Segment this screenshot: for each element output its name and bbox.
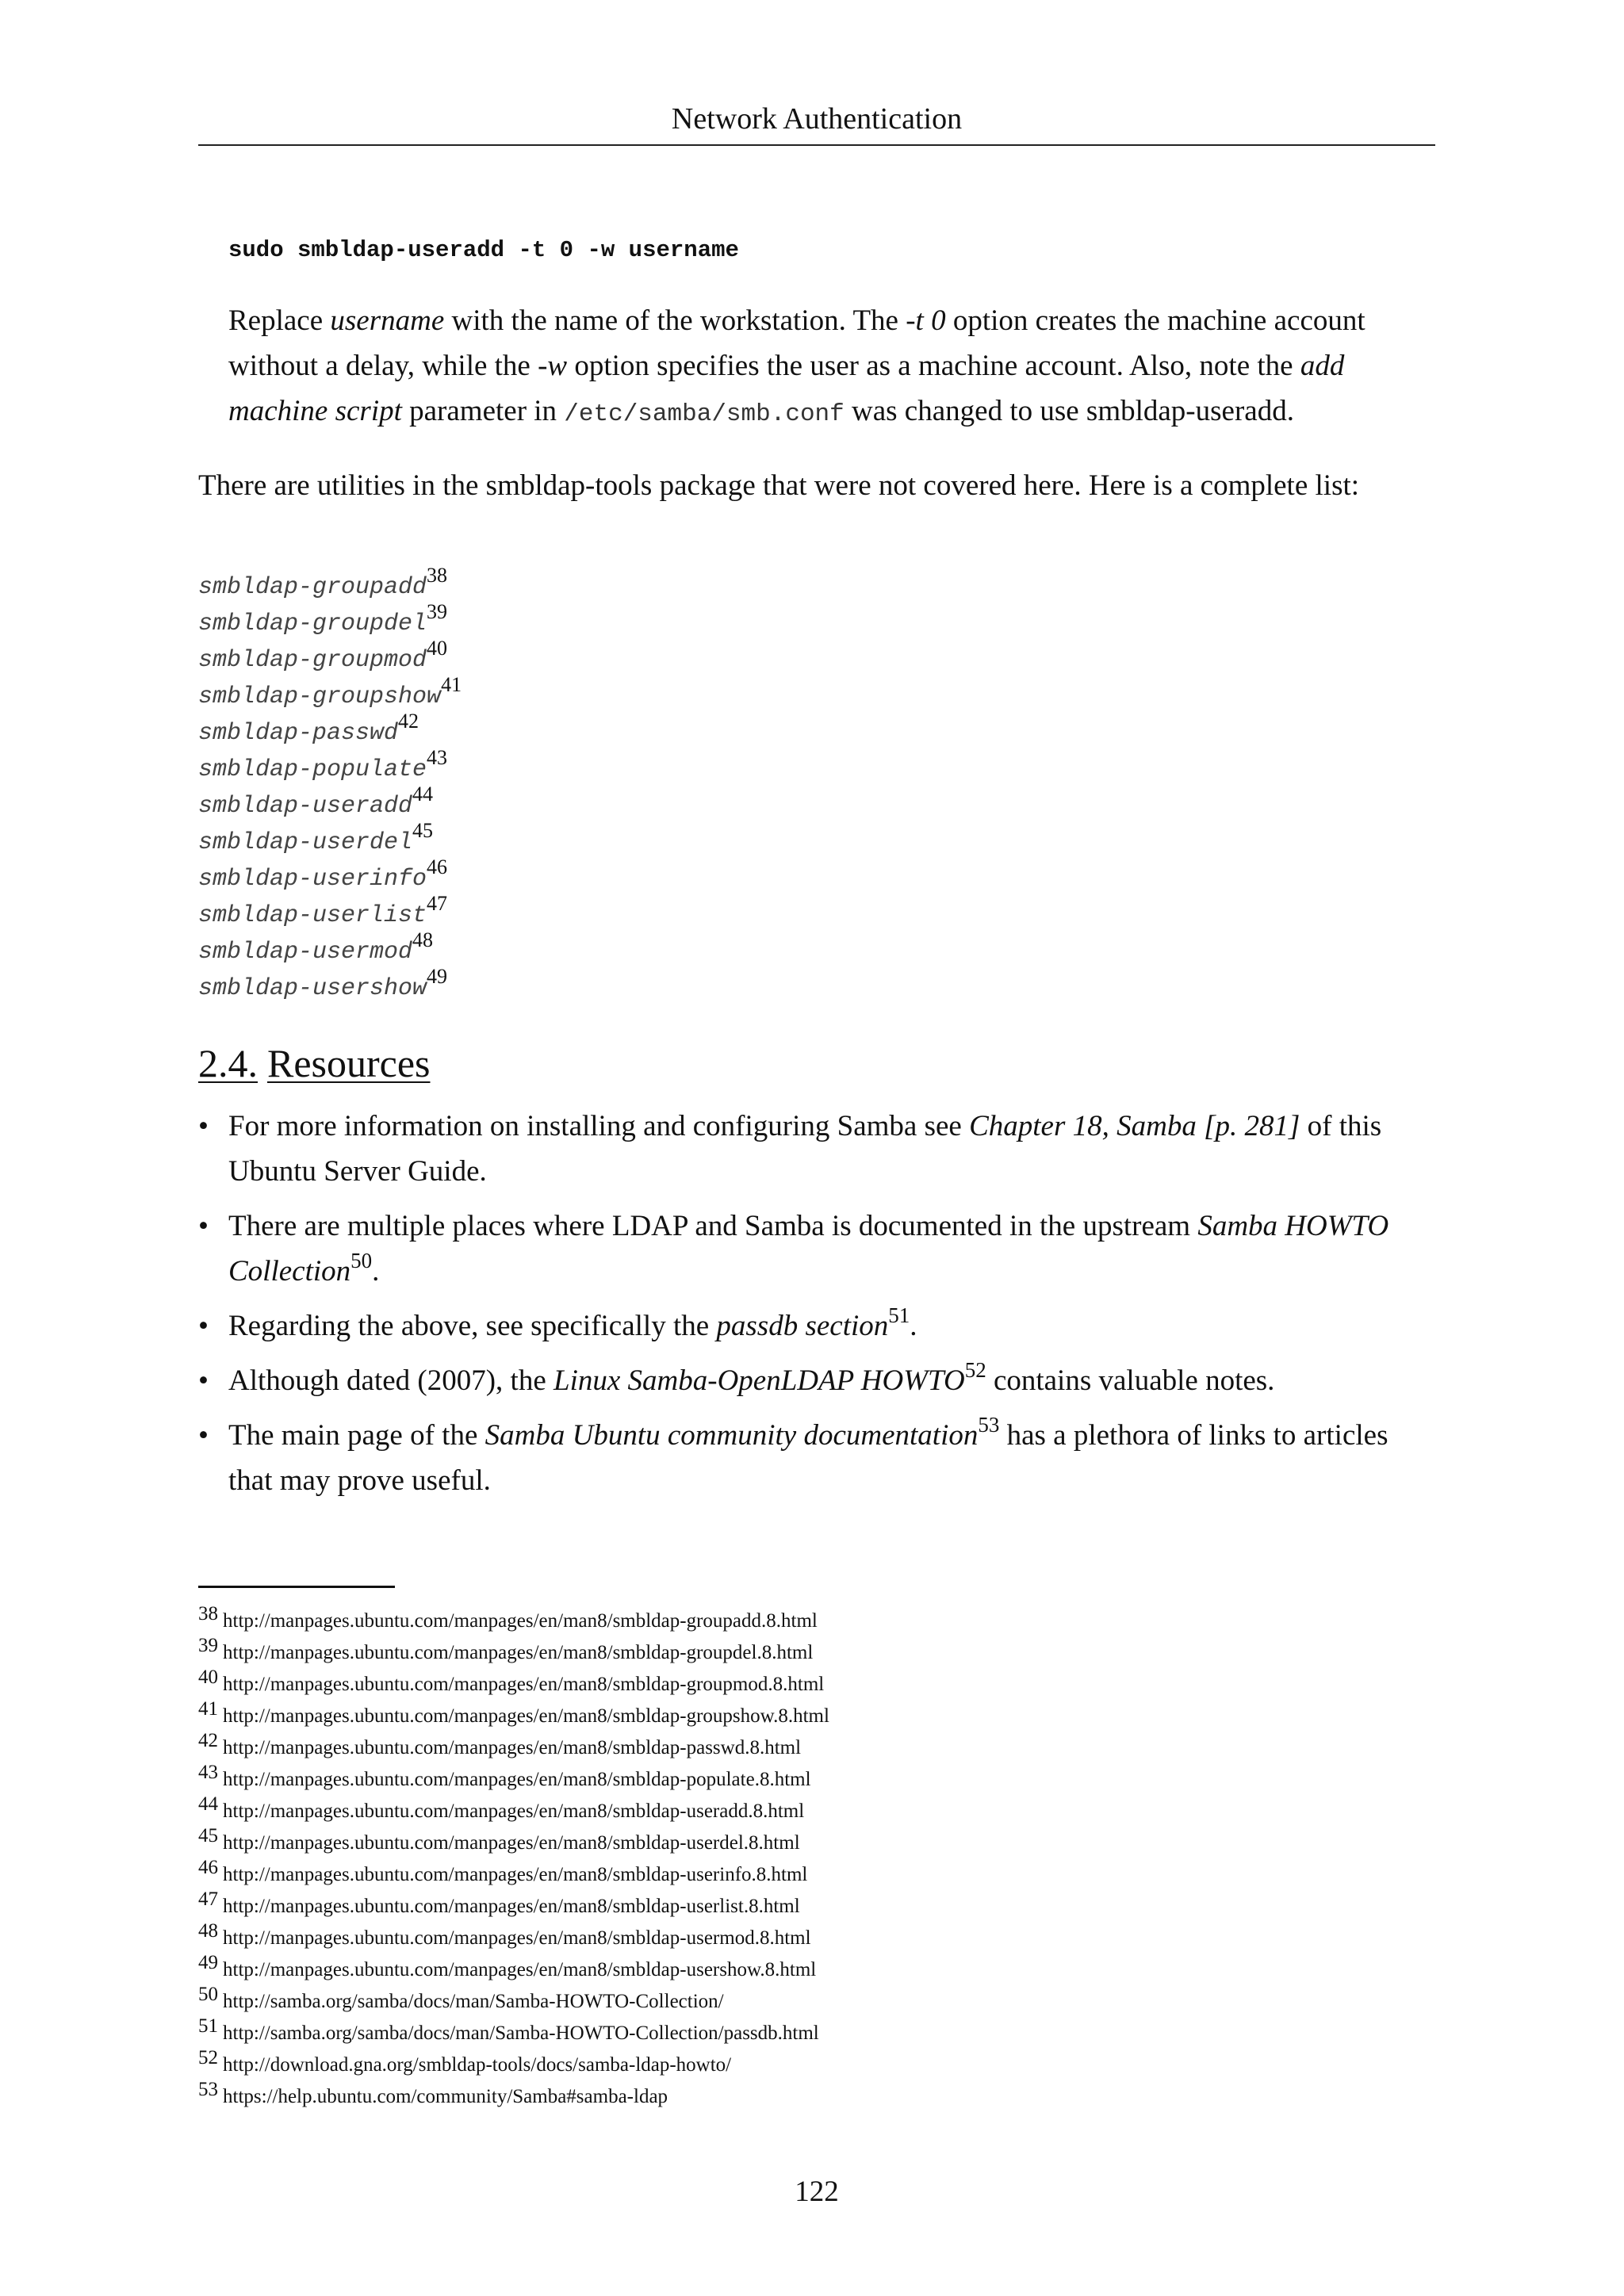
- resource-link[interactable]: Samba Ubuntu community documentation: [485, 1419, 979, 1452]
- footnote-number: 49: [198, 1952, 218, 1973]
- utility-name: smbldap-usermod: [198, 939, 413, 966]
- footnote-item: [198, 1884, 829, 1915]
- utility-name: smbldap-groupdel: [198, 610, 427, 637]
- list-item[interactable]: [198, 746, 462, 786]
- resource-link[interactable]: Samba HOWTO Collection: [228, 1210, 1389, 1288]
- footnote-ref[interactable]: 45: [412, 819, 434, 842]
- footnote-item: [198, 1979, 829, 2011]
- footnote-number: 38: [198, 1603, 218, 1624]
- footnote-ref[interactable]: 42: [398, 710, 419, 733]
- resource-item: • Although dated (2007), the Linux Samba-OpenLDAP HOWTO$^{52}$ contains valuable notes.: [198, 1358, 1435, 1403]
- footnote-url[interactable]: http://download.gna.org/smbldap-tools/docs/samba-ldap-howto/: [223, 2054, 732, 2076]
- list-item[interactable]: [198, 819, 462, 859]
- bullet-icon: •: [198, 1364, 209, 1397]
- bullet-icon: •: [198, 1419, 209, 1452]
- footnotes-list: [198, 1598, 829, 2106]
- utility-name: smbldap-passwd: [198, 720, 399, 747]
- footnote-url[interactable]: http://manpages.ubuntu.com/manpages/en/man8/smbldap-groupadd.8.html: [223, 1610, 818, 1632]
- footnote-ref[interactable]: 44: [412, 783, 434, 806]
- footnote-number: 43: [198, 1762, 218, 1783]
- footnote-item: [198, 1820, 829, 1852]
- footnote-ref[interactable]: 50: [350, 1249, 373, 1272]
- resource-item: • There are multiple places where LDAP and Samba is documented in the upstream Samba HOWTO Collection$^{50}$.: [198, 1203, 1435, 1294]
- footnote-number: 48: [198, 1920, 218, 1942]
- footnote-url[interactable]: http://manpages.ubuntu.com/manpages/en/man8/smbldap-userlist.8.html: [223, 1896, 800, 1917]
- utility-name: smbldap-userinfo: [198, 866, 427, 893]
- running-header: Network Authentication: [671, 102, 963, 136]
- add-machine-script-term: add machine script: [228, 350, 1345, 427]
- list-item[interactable]: [198, 637, 462, 677]
- section-heading[interactable]: [198, 1037, 431, 1089]
- footnote-url[interactable]: http://manpages.ubuntu.com/manpages/en/man8/smbldap-userinfo.8.html: [223, 1864, 808, 1885]
- footnote-ref[interactable]: 49: [427, 965, 448, 988]
- footnote-number: 47: [198, 1888, 218, 1910]
- footnote-url[interactable]: http://samba.org/samba/docs/man/Samba-HOWTO-Collection/passdb.html: [223, 2022, 819, 2044]
- resources-list: [198, 1104, 1435, 1513]
- option-t: -t 0: [906, 304, 946, 337]
- footnote-ref[interactable]: 51: [888, 1303, 910, 1327]
- footnote-item: [198, 1757, 829, 1789]
- footnote-url[interactable]: http://manpages.ubuntu.com/manpages/en/man8/smbldap-userdel.8.html: [223, 1832, 800, 1854]
- list-item[interactable]: [198, 928, 462, 969]
- footnote-item: [198, 1693, 829, 1725]
- header-rule: [198, 144, 1435, 146]
- footnote-number: 39: [198, 1635, 218, 1656]
- footnote-url[interactable]: http://manpages.ubuntu.com/manpages/en/man8/smbldap-usershow.8.html: [223, 1959, 817, 1980]
- footnote-item: [198, 2074, 829, 2106]
- smb-conf-path: /etc/samba/smb.conf: [564, 400, 845, 428]
- list-item[interactable]: [198, 783, 462, 823]
- footnote-number: 42: [198, 1730, 218, 1751]
- footnote-number: 40: [198, 1667, 218, 1688]
- footnote-item: [198, 1915, 829, 1947]
- resource-item: • Regarding the above, see specifically the passdb section$^{51}$.: [198, 1303, 1435, 1349]
- footnote-url[interactable]: http://manpages.ubuntu.com/manpages/en/man8/smbldap-groupmod.8.html: [223, 1674, 825, 1695]
- page-number: 122: [795, 2175, 839, 2208]
- footnote-rule: [198, 1586, 395, 1588]
- footnote-number: 52: [198, 2047, 218, 2068]
- bullet-icon: •: [198, 1210, 209, 1242]
- command-example: sudo smbldap-useradd -t 0 -w username: [228, 237, 739, 263]
- footnote-number: 44: [198, 1793, 218, 1815]
- resource-item: • For more information on installing and configuring Samba see Chapter 18, Samba [p. 281] of this Ubuntu Server Guide.: [198, 1104, 1435, 1194]
- footnote-ref[interactable]: 46: [427, 855, 448, 878]
- utility-name: smbldap-usershow: [198, 975, 427, 1002]
- list-item[interactable]: [198, 892, 462, 932]
- option-w: -w: [538, 350, 568, 382]
- footnote-url[interactable]: http://manpages.ubuntu.com/manpages/en/man8/smbldap-passwd.8.html: [223, 1737, 802, 1758]
- footnote-url[interactable]: https://help.ubuntu.com/community/Samba#samba-ldap: [223, 2086, 668, 2107]
- footnote-item: [198, 1630, 829, 1662]
- utilities-list: [198, 564, 462, 1005]
- footnote-url[interactable]: http://manpages.ubuntu.com/manpages/en/man8/smbldap-populate.8.html: [223, 1769, 811, 1790]
- footnote-url[interactable]: http://samba.org/samba/docs/man/Samba-HOWTO-Collection/: [223, 1991, 724, 2012]
- footnote-ref[interactable]: 41: [441, 673, 462, 696]
- utilities-intro: There are utilities in the smbldap-tools package that were not covered here. Here is a complete list:: [198, 469, 1360, 502]
- resource-link[interactable]: passdb section: [716, 1310, 889, 1342]
- utility-name: smbldap-useradd: [198, 793, 413, 820]
- bullet-icon: •: [198, 1110, 209, 1142]
- footnote-item: [198, 1662, 829, 1693]
- resource-item: • The main page of the Samba Ubuntu community documentation$^{53}$ has a plethora of links to articles that may prove useful.: [198, 1413, 1388, 1497]
- footnote-item: [198, 2011, 829, 2042]
- footnote-ref[interactable]: 43: [427, 746, 448, 769]
- utility-name: smbldap-groupadd: [198, 574, 427, 601]
- footnote-item: [198, 1789, 829, 1820]
- footnote-ref[interactable]: 48: [412, 928, 434, 951]
- list-item[interactable]: [198, 600, 462, 641]
- command-note-text: Replace username with the name of the workstation. The -t 0 option creates the machine account without a delay, while the -w option specifies the user as a machine account. Also, note the add machine script parameter in /etc/samba/smb.conf was changed to use smbldap-useradd.: [228, 304, 1365, 428]
- section-number: 2.4.: [198, 1041, 258, 1085]
- utility-name: smbldap-populate: [198, 756, 427, 783]
- footnote-ref[interactable]: 40: [427, 637, 448, 660]
- footnote-number: 45: [198, 1825, 218, 1846]
- utility-name: smbldap-groupmod: [198, 647, 427, 674]
- utility-name: smbldap-groupshow: [198, 683, 442, 710]
- section-title-text: Resources: [267, 1041, 431, 1085]
- list-item[interactable]: [198, 564, 462, 604]
- command-note: [228, 298, 1435, 437]
- footnote-ref[interactable]: 39: [427, 600, 448, 623]
- footnote-item: [198, 2042, 829, 2074]
- footnote-number: 41: [198, 1698, 218, 1720]
- resource-link[interactable]: Chapter 18, Samba [p. 281]: [969, 1110, 1300, 1142]
- footnote-item: [198, 1852, 829, 1884]
- footnote-url[interactable]: http://manpages.ubuntu.com/manpages/en/man8/smbldap-usermod.8.html: [223, 1927, 811, 1949]
- username-term: username: [330, 304, 445, 337]
- footnote-number: 53: [198, 2079, 218, 2100]
- utility-name: smbldap-userdel: [198, 829, 413, 856]
- footnote-ref[interactable]: 52: [964, 1358, 986, 1382]
- footnote-ref[interactable]: 38: [427, 564, 448, 587]
- footnote-item: [198, 1598, 829, 1630]
- footnote-ref[interactable]: 53: [978, 1413, 1000, 1437]
- resource-link[interactable]: Linux Samba-OpenLDAP HOWTO: [553, 1364, 965, 1397]
- utility-name: smbldap-userlist: [198, 902, 427, 929]
- list-item[interactable]: [198, 965, 462, 1005]
- footnote-url[interactable]: http://manpages.ubuntu.com/manpages/en/man8/smbldap-groupdel.8.html: [223, 1642, 814, 1663]
- list-item[interactable]: [198, 710, 462, 750]
- bullet-icon: •: [198, 1310, 209, 1342]
- footnote-url[interactable]: http://manpages.ubuntu.com/manpages/en/man8/smbldap-groupshow.8.html: [223, 1705, 829, 1727]
- footnote-url[interactable]: http://manpages.ubuntu.com/manpages/en/man8/smbldap-useradd.8.html: [223, 1800, 805, 1822]
- footnote-ref[interactable]: 47: [427, 892, 448, 915]
- footnote-number: 50: [198, 1984, 218, 2005]
- list-item[interactable]: [198, 855, 462, 896]
- footnote-number: 51: [198, 2015, 218, 2037]
- list-item[interactable]: [198, 673, 462, 714]
- footnote-number: 46: [198, 1857, 218, 1878]
- footnote-item: [198, 1725, 829, 1757]
- footnote-item: [198, 1947, 829, 1979]
